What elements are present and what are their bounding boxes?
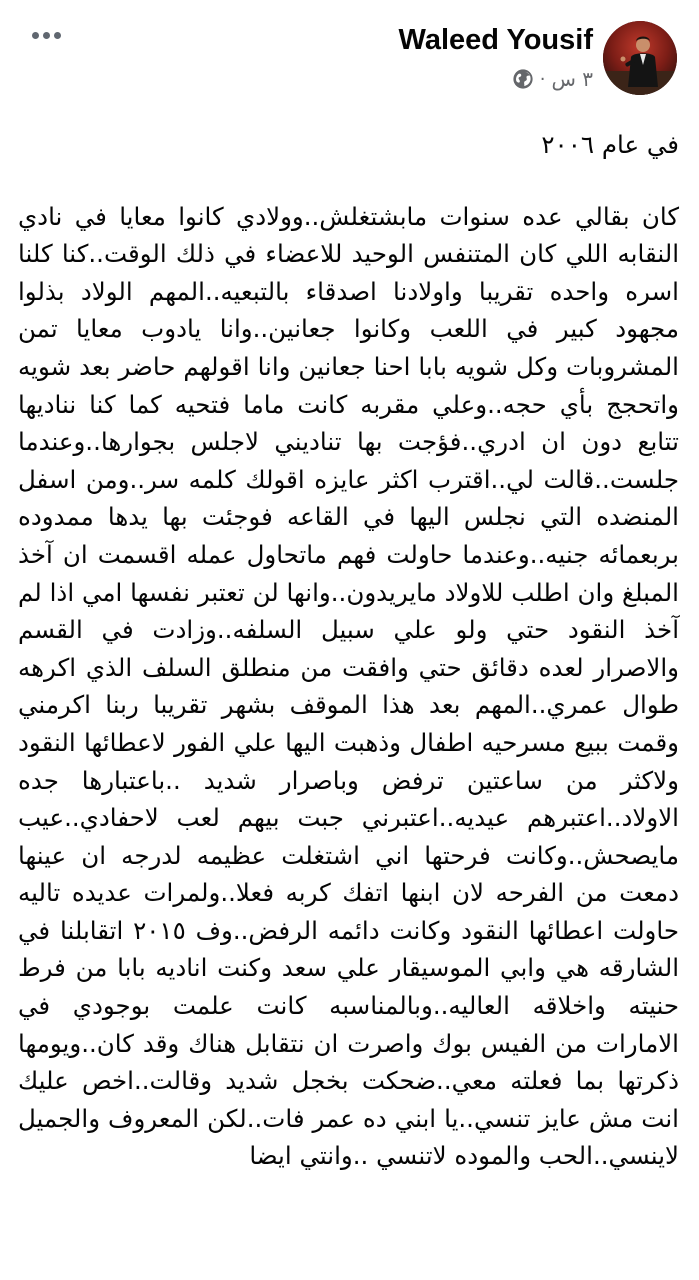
globe-icon[interactable] bbox=[512, 68, 534, 90]
author-name[interactable]: Waleed Yousif bbox=[398, 24, 593, 56]
post-heading: في عام ٢٠٠٦ bbox=[541, 130, 679, 159]
author-avatar[interactable] bbox=[603, 21, 677, 95]
post-timestamp[interactable]: ٣ س bbox=[551, 67, 593, 91]
more-options-button[interactable] bbox=[26, 22, 66, 48]
profile-avatar-image bbox=[603, 21, 677, 95]
post-meta bbox=[512, 66, 593, 92]
post-header bbox=[0, 0, 699, 110]
more-dot-icon bbox=[32, 32, 39, 39]
meta-separator: · bbox=[539, 68, 546, 90]
post-body-text: كان بقالي عده سنوات مابشتغلش..وولادي كانوا معايا في نادي النقابه اللي كان المتنفس الوحيد للاعضاء في ذلك الوقت..كنا كلنا اسره واحده تقريبا واولادنا اصدقاء بالتبعيه..المهم الولاد بذلوا مجهود كبير في اللعب وكانوا جعانين..وانا يادوب معايا تمن المشروبات وكل شويه بابا احنا جعانين وانا اقولهم حاضر بعد شويه واتحجج بأي حجه..وعلي مقربه كانت ماما فتحيه كما كنا نناديها تتابع دون ان ادري..فؤجت بها تناديني لاجلس بجوارها..وعندما جلست..قالت لي..اقترب اكثر عايزه اقولك كلمه سر..ومن اسفل المنضده التي نجلس اليها في القاعه فوجئت بها يدها ممدوده بربعمائه جنيه..وعندما حاولت فهم ماتحاول عمله اقسمت ان آخذ المبلغ وان اطلب للاولاد مايريدون..وانها لن تعتبر نفسها امي اذا لم آخذ النقود حتي ولو علي سبيل السلفه..وزادت في القسم والاصرار لعده دقائق حتي وافقت من منطلق السلف الذي اكرهه طوال عمري..المهم بعد هذا الموقف بشهر تقريبا ربنا اكرمني وقمت ببيع مسرحيه اطفال وذهبت اليها علي الفور لاعطائها النقود ولاكثر من ساعتين ترفض وباصرار شديد ..باعتبارها جده الاولاد..اعتبرهم عيديه..اعتبرني جبت بيهم لعب لاحفادي..عيب مايصحش..وكانت فرحتها اني اشتغلت عظيمه لدرجه ان عينها دمعت من الفرحه لان ابنها اتفك كربه فعلا..ولمرات عديده تاليه حاولت اعطائها النقود وكانت دائمه الرفض..وف ٢٠١٥ اتقابلنا في الشارقه هي وابي الموسيقار علي سعد وكنت اناديه بابا من فرط حنيته واخلاقه العاليه..وبالمناسبه كانت علمت بوجودي في الامارات من الفيس بوك واصرت ان نتقابل هناك وقد كان..ويومها ذكرتها بما فعلته معي..ضحكت بخجل شديد وقالت..اخص عليك انت مش عايز تنسي..يا ابني ده عمر فات..لكن المعروف والجميل لاينسي..الحب والموده لاتنسي ..وانتي ايضا bbox=[10, 201, 679, 1171]
more-dot-icon bbox=[54, 32, 61, 39]
post-content bbox=[10, 126, 679, 1175]
more-dot-icon bbox=[43, 32, 50, 39]
